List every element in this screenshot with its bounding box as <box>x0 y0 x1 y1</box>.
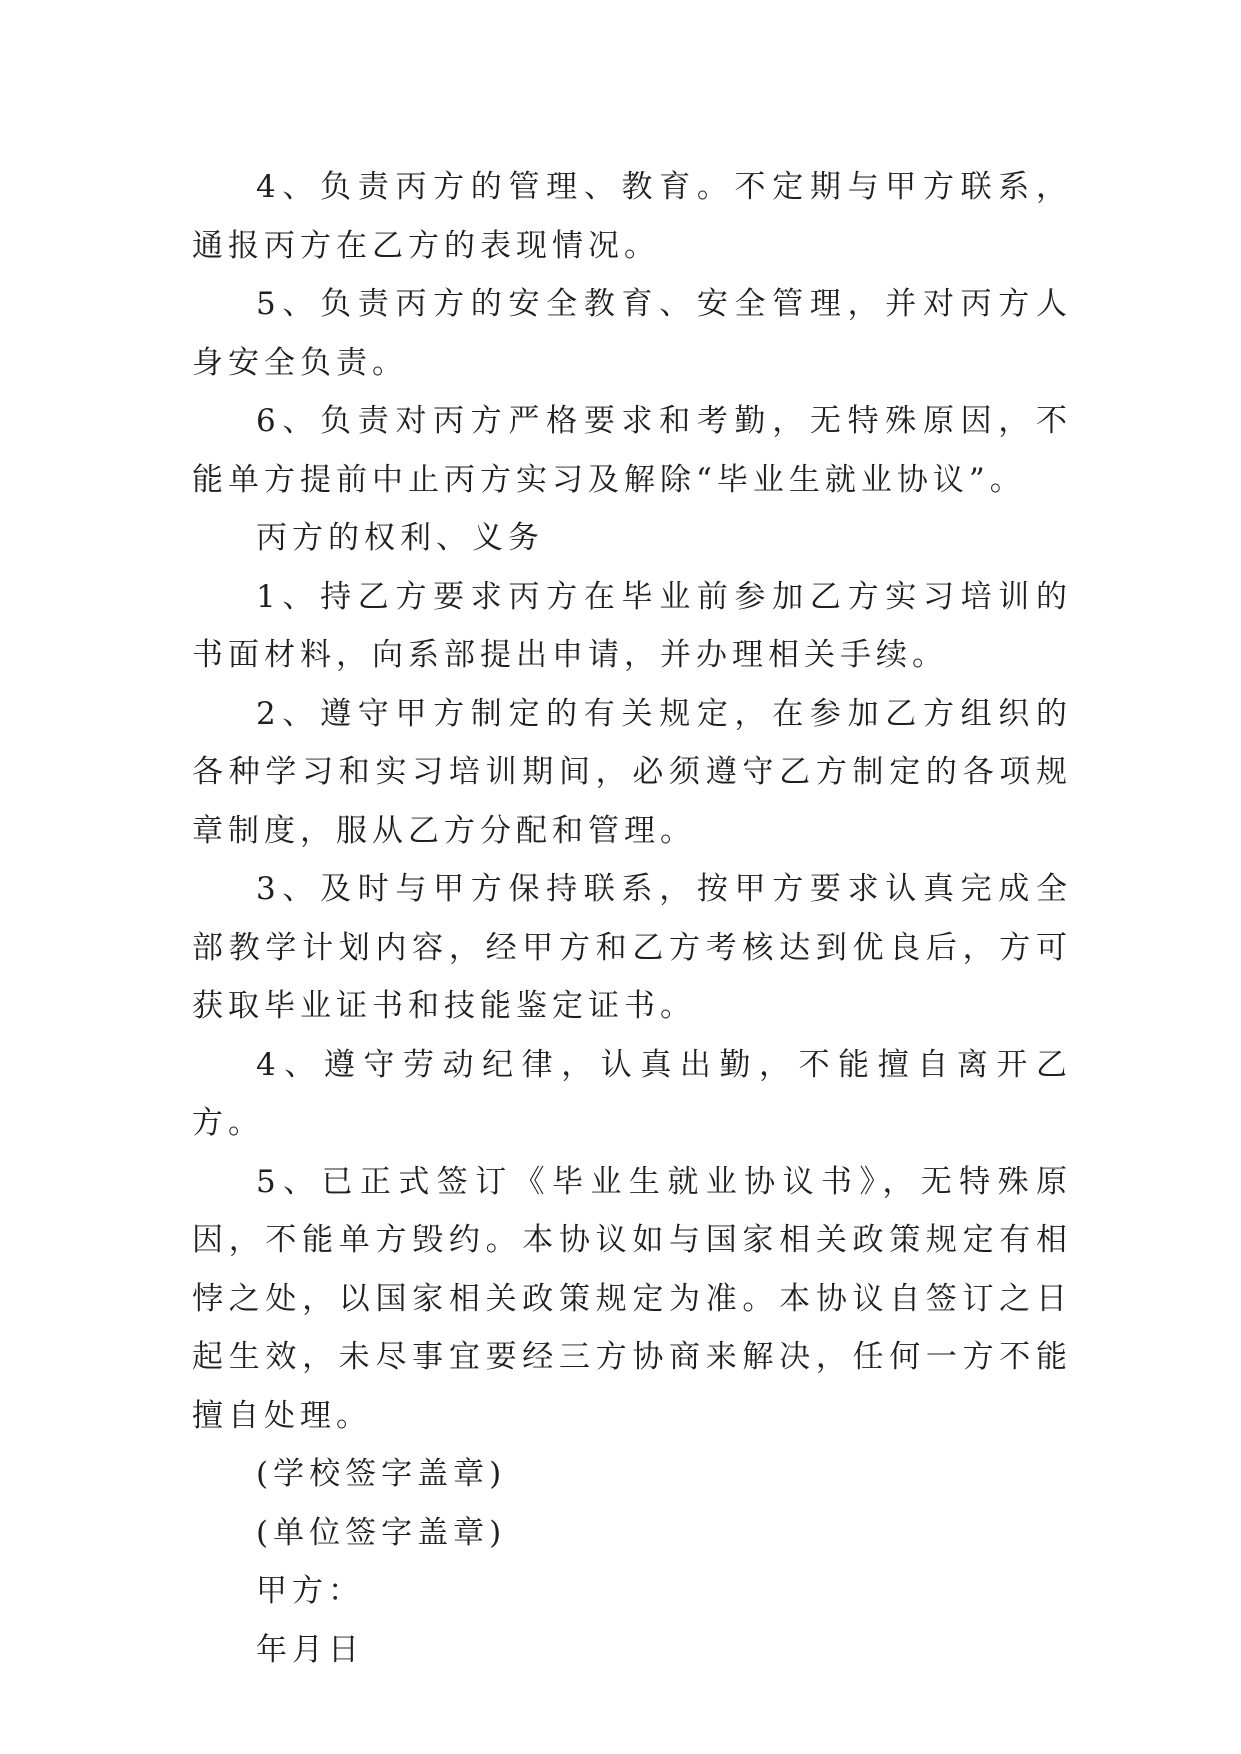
paragraph-party-c-duty-5: 5、已正式签订《毕业生就业协议书》，无特殊原因，不能单方毁约。本协议如与国家相关政策规定有相悖之处，以国家相关政策规定为准。本协议自签订之日起生效，未尽事宜要经三方协商来解决，任何一方不能擅自处理。 <box>192 1163 1072 1434</box>
paragraph-party-b-duty-5: 5、负责丙方的安全教育、安全管理，并对丙方人身安全负责。 <box>192 286 1072 381</box>
paragraph-party-b-duty-4: 4、负责丙方的管理、教育。不定期与甲方联系，通报丙方在乙方的表现情况。 <box>192 169 1072 264</box>
paragraph-party-c-duty-4: 4、遵守劳动纪律，认真出勤，不能擅自离开乙方。 <box>192 1046 1072 1141</box>
party-a-label: 甲方： <box>256 1573 364 1609</box>
section-heading-party-c-rights: 丙方的权利、义务 <box>256 520 544 556</box>
paragraph-party-c-duty-3: 3、及时与甲方保持联系，按甲方要求认真完成全部教学计划内容，经甲方和乙方考核达到优良后，方可获取毕业证书和技能鉴定证书。 <box>192 871 1072 1024</box>
document-body <box>192 158 1072 1679</box>
date-line: 年月日 <box>256 1631 364 1668</box>
school-signature-line: (学校签字盖章) <box>256 1456 507 1492</box>
paragraph-party-c-duty-2: 2、遵守甲方制定的有关规定，在参加乙方组织的各种学习和实习培训期间，必须遵守乙方制定的各项规章制度，服从乙方分配和管理。 <box>192 695 1072 849</box>
unit-signature-line: (单位签字盖章) <box>256 1514 507 1551</box>
paragraph-party-c-duty-1: 1、持乙方要求丙方在毕业前参加乙方实习培训的书面材料，向系部提出申请，并办理相关手续。 <box>192 578 1072 673</box>
paragraph-party-b-duty-6: 6、负责对丙方严格要求和考勤，无特殊原因，不能单方提前中止丙方实习及解除“毕业生就业协议”。 <box>192 403 1072 498</box>
